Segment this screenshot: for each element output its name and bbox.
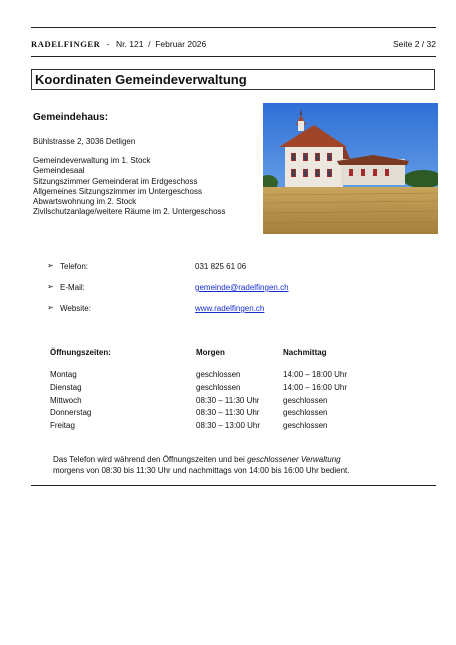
detail-line: Gemeindesaal — [33, 166, 85, 176]
hours-morning: 08:30 – 11:30 Uhr — [196, 408, 260, 417]
page-number: Seite 2 / 32 — [392, 39, 436, 49]
header-separator: - — [106, 39, 110, 49]
page-title: Koordinaten Gemeindeverwaltung — [31, 69, 435, 90]
hours-day: Mittwoch — [50, 396, 82, 405]
arrow-bullet-icon: ➢ — [47, 303, 54, 312]
newsletter-brand: RADELFINGER — [31, 39, 101, 49]
issue-label: Nr. 121 / Februar 2026 — [116, 39, 207, 49]
contact-label: E-Mail: — [60, 283, 85, 292]
detail-line: Allgemeines Sitzungszimmer im Untergeschoss — [33, 186, 202, 196]
hours-afternoon: geschlossen — [283, 408, 328, 417]
gemeindehaus-photo — [263, 103, 438, 234]
telefon-value: 031 825 61 06 — [195, 262, 247, 271]
header-bottom-rule — [31, 56, 436, 57]
hours-col-morning: Morgen — [196, 348, 225, 357]
detail-line: Gemeindeverwaltung im 1. Stock — [33, 156, 151, 165]
hours-morning: 08:30 – 11:30 Uhr — [196, 396, 260, 405]
hours-day: Dienstag — [50, 383, 82, 392]
hours-morning: geschlossen — [196, 383, 241, 392]
website-link[interactable]: www.radelfingen.ch — [195, 304, 265, 313]
page-header — [31, 39, 436, 51]
note-emphasis: geschlossener Verwaltung — [247, 455, 341, 464]
hours-day: Donnerstag — [50, 408, 92, 417]
hours-heading: Öffnungszeiten: — [50, 348, 111, 357]
gemeindehaus-heading: Gemeindehaus: — [33, 112, 109, 123]
arrow-bullet-icon: ➢ — [47, 261, 54, 270]
contact-label: Telefon: — [60, 262, 89, 271]
note-line2: morgens von 08:30 bis 11:30 Uhr und nachmittags von 14:00 bis 16:00 Uhr bedient. — [53, 466, 350, 475]
hours-afternoon: 14:00 – 16:00 Uhr — [283, 383, 348, 392]
detail-line: Sitzungszimmer Gemeinderat im Erdgeschoss — [33, 176, 198, 186]
hours-day: Freitag — [50, 421, 75, 430]
contact-label: Website: — [60, 304, 91, 313]
gemeindehaus-address: Bühlstrasse 2, 3036 Detligen — [33, 137, 136, 146]
gemeindehaus-details — [33, 156, 226, 218]
hours-col-afternoon: Nachmittag — [283, 348, 327, 357]
hours-morning: geschlossen — [196, 370, 241, 379]
hours-afternoon: 14:00 – 18:00 Uhr — [283, 370, 348, 379]
header-top-rule — [31, 27, 436, 28]
telephone-note — [53, 454, 349, 476]
footer-rule — [31, 485, 436, 486]
hours-afternoon: geschlossen — [283, 396, 328, 405]
detail-line: Zivilschutzanlage/weitere Räume im 2. Untergeschoss — [33, 207, 226, 217]
email-link[interactable]: gemeinde@radelfingen.ch — [195, 283, 289, 292]
hours-morning: 08:30 – 13:00 Uhr — [196, 421, 261, 430]
hours-afternoon: geschlossen — [283, 421, 328, 430]
detail-line: Abwartswohnung im 2. Stock — [33, 197, 137, 207]
arrow-bullet-icon: ➢ — [47, 282, 54, 291]
hours-day: Montag — [50, 370, 77, 379]
note-line1: Das Telefon wird während den Öffnungszeiten und bei — [53, 455, 248, 464]
